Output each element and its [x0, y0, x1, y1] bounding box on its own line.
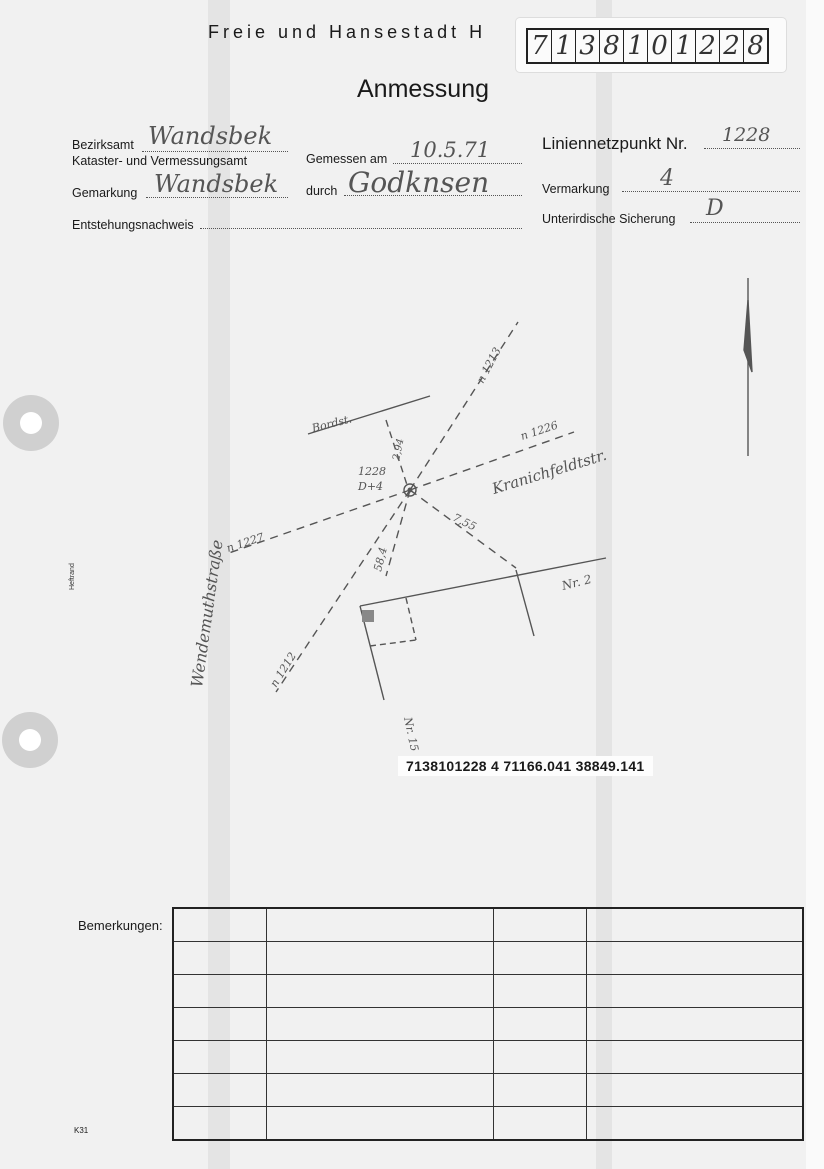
document-number-digit: 0 [648, 30, 672, 62]
sketch-wendemuthstrasse: Wendemuthstraße [187, 538, 227, 689]
remarks-cell [494, 975, 587, 1008]
measure-line-584 [386, 490, 410, 576]
remarks-cell [267, 1008, 494, 1041]
building-corner-marker [362, 610, 374, 622]
document-number-digit: 2 [720, 30, 744, 62]
remarks-cell [587, 942, 804, 975]
authority-heading: Freie und Hansestadt H [208, 22, 487, 42]
unterirdische-sicherung-value: D [706, 196, 724, 221]
north-arrow-icon [744, 300, 752, 372]
measure-line-755 [410, 490, 516, 568]
sketch-bordst: Bordst. [310, 412, 354, 435]
bezirksamt-label: Bezirksamt [72, 138, 134, 152]
unterirdische-sicherung-label: Unterirdische Sicherung [542, 212, 676, 226]
remarks-row [173, 942, 803, 975]
document-number-digit: 1 [552, 30, 576, 62]
remarks-cell [494, 1041, 587, 1074]
remarks-cell [267, 1107, 494, 1141]
entstehungsnachweis-label: Entstehungsnachweis [72, 218, 194, 232]
remarks-table [172, 907, 804, 1141]
remarks-cell [173, 1041, 267, 1074]
direction-line-1212 [276, 490, 410, 692]
durch-value: Godknsen [348, 166, 490, 199]
building-outline [406, 598, 416, 640]
sketch-dist-584: 58,4 [371, 545, 390, 573]
document-number-digit: 8 [600, 30, 624, 62]
scan-margin [806, 0, 824, 1169]
remarks-row [173, 1008, 803, 1041]
heftrand-label: Heftrand [69, 563, 76, 590]
vermarkung-value: 4 [660, 166, 674, 191]
survey-point-center [408, 488, 412, 492]
sketch-dist-755: 7,55 [450, 511, 479, 534]
vermarkung-label: Vermarkung [542, 182, 610, 196]
remarks-cell [587, 1074, 804, 1107]
liniennetzpunkt-value: 1228 [722, 124, 771, 146]
sketch-point-number: 1228 [358, 465, 386, 478]
remarks-cell [267, 975, 494, 1008]
remarks-cell [587, 1041, 804, 1074]
sketch-nr-1226: n 1226 [518, 418, 560, 443]
building-outline [370, 640, 416, 646]
document-number-digit: 8 [747, 31, 764, 61]
remarks-cell [267, 1074, 494, 1107]
remarks-cell [173, 942, 267, 975]
sketch-point-marking: D+4 [358, 480, 384, 493]
remarks-row [173, 908, 803, 942]
sketch-nr-2: Nr. 2 [560, 572, 594, 593]
document-number-digit: 1 [624, 30, 648, 62]
remarks-row [173, 1041, 803, 1074]
sketch-nr-15: Nr. 15 [401, 715, 421, 753]
remarks-cell [494, 942, 587, 975]
property-boundary [516, 570, 534, 636]
remarks-cell [587, 1107, 804, 1141]
sketch-nr-1212: n 1212 [267, 649, 299, 690]
document-number-digit: 2 [696, 30, 720, 62]
document-number-digit: 7 [528, 30, 552, 62]
remarks-cell [267, 908, 494, 942]
remarks-cell [173, 975, 267, 1008]
remarks-cell [173, 908, 267, 942]
liniennetzpunkt-label: Liniennetzpunkt Nr. [542, 134, 688, 153]
remarks-cell [494, 1107, 587, 1141]
remarks-cell [587, 975, 804, 1008]
remarks-cell [173, 1008, 267, 1041]
remarks-row [173, 1107, 803, 1141]
document-number-digit: 3 [576, 30, 600, 62]
gemessen-value: 10.5.71 [410, 138, 491, 162]
remarks-cell [494, 1074, 587, 1107]
gemarkung-label: Gemarkung [72, 186, 138, 200]
bezirksamt-value: Wandsbek [148, 122, 273, 150]
document-number-digit: 1 [672, 30, 696, 62]
remarks-cell [267, 1041, 494, 1074]
gemessen-label: Gemessen am [306, 152, 388, 166]
remarks-cell [173, 1107, 267, 1141]
remarks-cell [267, 942, 494, 975]
remarks-cell [587, 908, 804, 942]
remarks-label: Bemerkungen: [78, 918, 163, 933]
sketch-kranichfeldtstr: Kranichfeldtstr. [489, 445, 609, 498]
form-code: K31 [74, 1126, 89, 1135]
remarks-cell [587, 1008, 804, 1041]
sketch-dist-small: 2,94 [391, 437, 407, 462]
coordinate-label: 7138101228 4 71166.041 38849.141 [398, 756, 653, 776]
direction-line-1213 [410, 322, 518, 490]
gemarkung-value: Wandsbek [154, 170, 279, 198]
kataster-label: Kataster- und Vermessungsamt [72, 154, 248, 168]
sketch-nr-1213: n 1213 [474, 345, 504, 386]
remarks-row [173, 975, 803, 1008]
remarks-cell [494, 908, 587, 942]
durch-label: durch [306, 184, 338, 198]
remarks-cell [494, 1008, 587, 1041]
sketch-nr-1227: n 1227 [224, 530, 266, 555]
remarks-row [173, 1074, 803, 1107]
remarks-cell [173, 1074, 267, 1107]
page-title: Anmessung [357, 75, 490, 103]
